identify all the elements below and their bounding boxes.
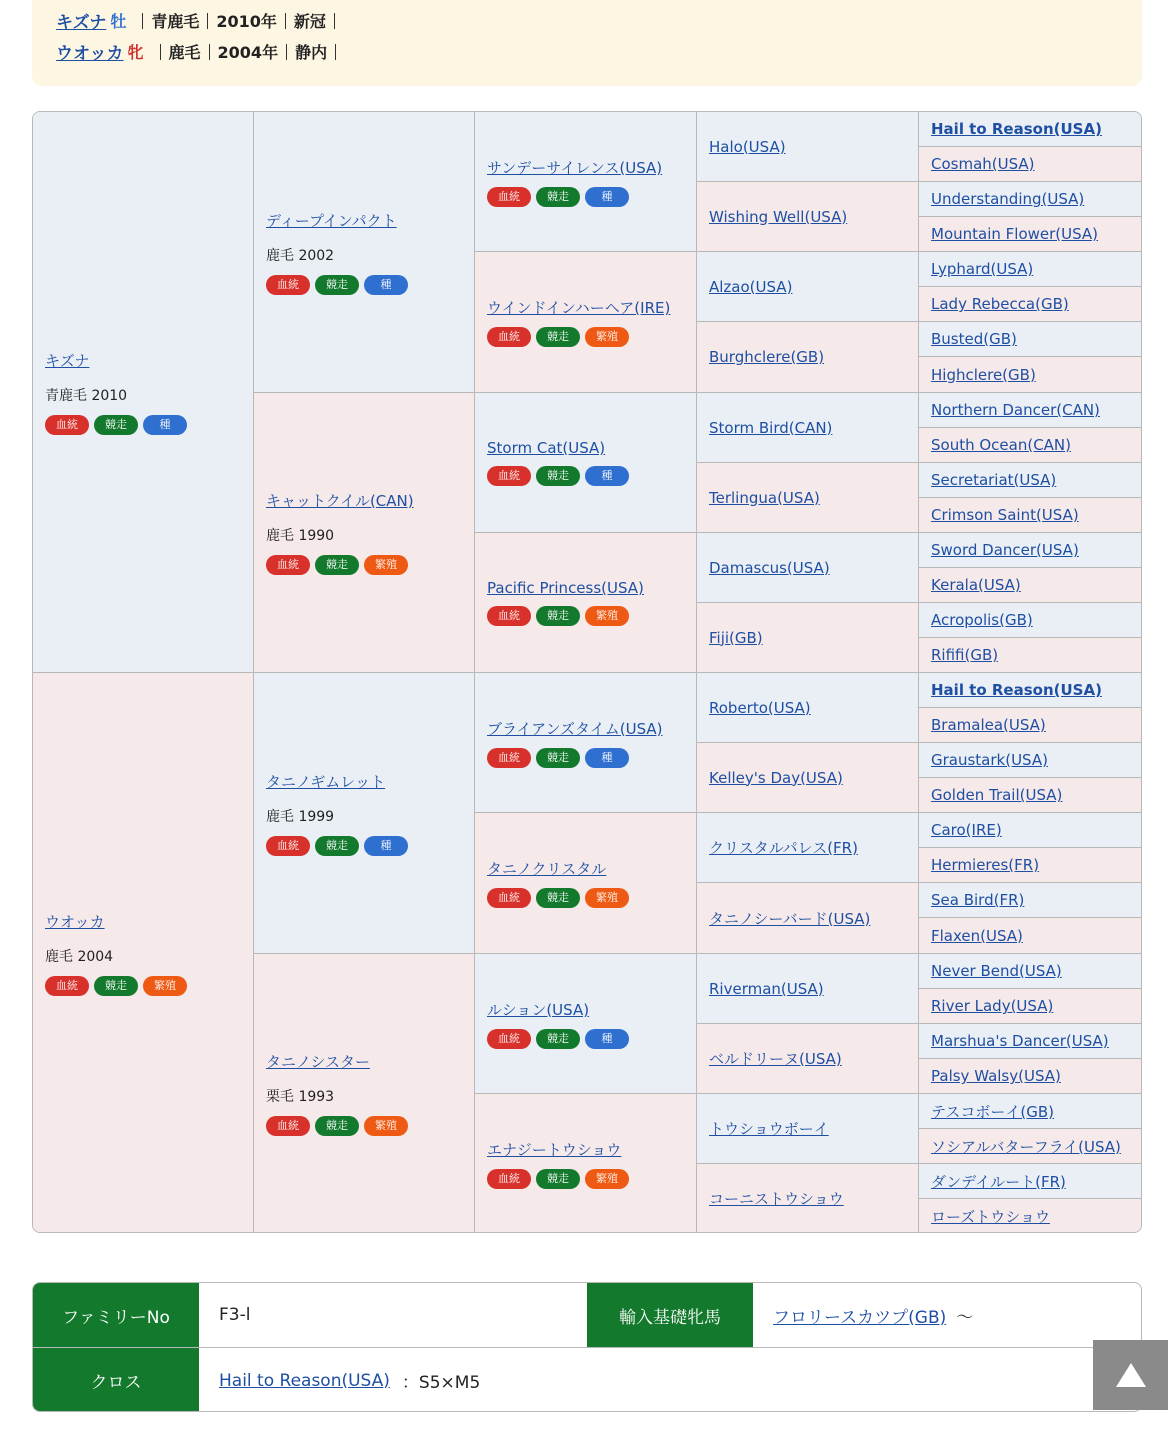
pedigree-cell-g5-19 bbox=[919, 743, 1142, 778]
horse-name-link[interactable]: タニノシーバード(USA) bbox=[709, 909, 871, 928]
horse-name-link[interactable]: Hail to Reason(USA) bbox=[931, 120, 1102, 138]
pedigree-cell-g5-14 bbox=[919, 568, 1142, 603]
pedigree-cell-g4-14 bbox=[697, 1024, 919, 1094]
blood-badge[interactable]: 血統 bbox=[487, 1029, 531, 1049]
breed-badge[interactable]: 繁殖 bbox=[143, 976, 187, 996]
badge-group bbox=[45, 976, 253, 996]
horse-color-year: 鹿毛 2004 bbox=[45, 948, 114, 965]
pedigree-cell-g5-5 bbox=[919, 252, 1142, 287]
pedigree-cell-g4-15 bbox=[697, 1094, 919, 1164]
horse-name-link[interactable]: Marshua's Dancer(USA) bbox=[931, 1032, 1109, 1050]
horse-name-link[interactable]: エナジートウショウ bbox=[487, 1140, 622, 1159]
divider bbox=[285, 13, 286, 29]
blood-badge[interactable]: 血統 bbox=[266, 555, 310, 575]
sire-year: 2010年 bbox=[216, 12, 277, 31]
horse-color-year: 鹿毛 2002 bbox=[266, 247, 335, 264]
pedigree-cell-g3-3 bbox=[475, 393, 697, 533]
horse-name-link[interactable]: ウオッカ bbox=[45, 912, 105, 931]
horse-name-link[interactable]: Bramalea(USA) bbox=[931, 716, 1046, 734]
breed-badge[interactable]: 繁殖 bbox=[364, 1116, 408, 1136]
horse-name-link[interactable]: Graustark(USA) bbox=[931, 751, 1048, 769]
race-badge[interactable]: 競走 bbox=[315, 1116, 359, 1136]
pedigree-cell-g1-1 bbox=[33, 112, 254, 673]
horse-name-link[interactable]: Fiji(GB) bbox=[709, 628, 763, 647]
cross-cell bbox=[199, 1348, 1142, 1412]
family-info-table bbox=[32, 1282, 1142, 1412]
stud-badge[interactable]: 種 bbox=[585, 748, 629, 768]
race-badge[interactable]: 競走 bbox=[536, 327, 580, 347]
scroll-to-top-button[interactable] bbox=[1093, 1340, 1168, 1410]
blood-badge[interactable]: 血統 bbox=[487, 748, 531, 768]
horse-name-link[interactable]: ローズトウショウ bbox=[931, 1207, 1050, 1226]
horse-name-link[interactable]: キャットクイル(CAN) bbox=[266, 492, 414, 510]
badge-group bbox=[487, 187, 696, 207]
horse-name-link[interactable]: タニノシスター bbox=[266, 1053, 370, 1071]
divider bbox=[334, 13, 335, 29]
pedigree-cell-g4-2 bbox=[697, 182, 919, 252]
badge-group bbox=[487, 466, 696, 486]
blood-badge[interactable]: 血統 bbox=[487, 1169, 531, 1189]
blood-badge[interactable]: 血統 bbox=[487, 466, 531, 486]
horse-name-link[interactable]: South Ocean(CAN) bbox=[931, 436, 1072, 454]
horse-name-link[interactable]: Burghclere(GB) bbox=[709, 348, 825, 366]
dam-sex: 牝 bbox=[127, 43, 144, 62]
pedigree-cell-g5-8 bbox=[919, 357, 1142, 393]
badge-group bbox=[266, 555, 474, 575]
race-badge[interactable]: 競走 bbox=[315, 836, 359, 856]
sire-info-row bbox=[56, 8, 343, 33]
pedigree-cell-g5-1 bbox=[919, 112, 1142, 147]
blood-badge[interactable]: 血統 bbox=[487, 187, 531, 207]
horse-name-link[interactable]: ベルドリーヌ(USA) bbox=[709, 1050, 842, 1068]
blood-badge[interactable]: 血統 bbox=[266, 275, 310, 295]
horse-color-year: 栗毛 1993 bbox=[266, 1089, 335, 1105]
breed-badge[interactable]: 繁殖 bbox=[585, 1169, 629, 1189]
pedigree-cell-g5-2 bbox=[919, 147, 1142, 182]
dam-name-link[interactable]: ウオッカ bbox=[56, 44, 124, 64]
pedigree-cell-g5-13 bbox=[919, 533, 1142, 568]
blood-badge[interactable]: 血統 bbox=[487, 327, 531, 347]
horse-name-link[interactable]: タニノギムレット bbox=[266, 772, 386, 791]
horse-name-link[interactable]: Caro(IRE) bbox=[931, 821, 1002, 839]
imported-mare-label: 輸入基礎牝馬 bbox=[587, 1283, 753, 1347]
pedigree-cell-g5-9 bbox=[919, 393, 1142, 428]
blood-badge[interactable]: 血統 bbox=[266, 1116, 310, 1136]
stud-badge[interactable]: 種 bbox=[143, 415, 187, 435]
pedigree-cell-g5-27 bbox=[919, 1024, 1142, 1059]
race-badge[interactable]: 競走 bbox=[536, 1029, 580, 1049]
horse-color-year: 鹿毛 1990 bbox=[266, 528, 335, 544]
pedigree-cell-g5-31 bbox=[919, 1164, 1142, 1199]
blood-badge[interactable]: 血統 bbox=[487, 606, 531, 626]
stud-badge[interactable]: 種 bbox=[585, 466, 629, 486]
pedigree-cell-g4-7 bbox=[697, 533, 919, 603]
divider bbox=[142, 13, 143, 29]
horse-name-link[interactable]: ディープインパクト bbox=[266, 211, 397, 230]
horse-name-link[interactable]: Lady Rebecca(GB) bbox=[931, 295, 1069, 313]
imported-mare-link[interactable]: フロリースカツプ(GB) bbox=[773, 1307, 947, 1328]
race-badge[interactable]: 競走 bbox=[536, 748, 580, 768]
pedigree-cell-g5-23 bbox=[919, 883, 1142, 918]
breed-badge[interactable]: 繁殖 bbox=[585, 327, 629, 347]
pedigree-cell-g5-20 bbox=[919, 778, 1142, 813]
horse-name-link[interactable]: Alzao(USA) bbox=[709, 277, 793, 296]
pedigree-cell-g4-16 bbox=[697, 1164, 919, 1233]
cross-label: クロス bbox=[33, 1348, 199, 1412]
pedigree-cell-g5-11 bbox=[919, 463, 1142, 498]
race-badge[interactable]: 競走 bbox=[536, 888, 580, 908]
horse-name-link[interactable]: サンデーサイレンス(USA) bbox=[487, 158, 663, 177]
horse-info-box bbox=[32, 0, 1142, 86]
pedigree-cell-g4-6 bbox=[697, 463, 919, 533]
pedigree-cell-g4-4 bbox=[697, 322, 919, 393]
pedigree-cell-g5-15 bbox=[919, 603, 1142, 638]
pedigree-cell-g5-12 bbox=[919, 498, 1142, 533]
pedigree-cell-g3-6 bbox=[475, 813, 697, 954]
pedigree-cell-g5-29 bbox=[919, 1094, 1142, 1129]
horse-name-link[interactable]: テスコボーイ(GB) bbox=[931, 1102, 1055, 1121]
badge-group bbox=[487, 888, 696, 908]
horse-name-link[interactable]: キズナ bbox=[45, 351, 90, 370]
divider bbox=[160, 44, 161, 60]
sire-sex: 牡 bbox=[110, 12, 127, 31]
divider bbox=[335, 44, 336, 60]
dam-year: 2004年 bbox=[217, 43, 279, 62]
pedigree-cell-g3-1 bbox=[475, 112, 697, 252]
horse-name-link[interactable]: Secretariat(USA) bbox=[931, 471, 1057, 489]
stud-badge[interactable]: 種 bbox=[585, 1029, 629, 1049]
horse-name-link[interactable]: Damascus(USA) bbox=[709, 558, 830, 577]
horse-name-link[interactable]: Flaxen(USA) bbox=[931, 926, 1023, 945]
horse-name-link[interactable]: Hail to Reason(USA) bbox=[931, 681, 1102, 699]
horse-name-link[interactable]: Understanding(USA) bbox=[931, 190, 1085, 208]
horse-color-year: 青鹿毛 2010 bbox=[45, 387, 128, 404]
pedigree-cell-g3-5 bbox=[475, 673, 697, 813]
race-badge[interactable]: 競走 bbox=[315, 275, 359, 295]
blood-badge[interactable]: 血統 bbox=[266, 836, 310, 856]
pedigree-cell-g5-25 bbox=[919, 954, 1142, 989]
horse-name-link[interactable]: タニノクリスタル bbox=[487, 860, 607, 878]
pedigree-cell-g5-6 bbox=[919, 287, 1142, 322]
horse-name-link[interactable]: ウインドインハーヘア(IRE) bbox=[487, 299, 671, 317]
horse-name-link[interactable]: Storm Bird(CAN) bbox=[709, 418, 833, 437]
badge-group bbox=[487, 327, 696, 347]
horse-name-link[interactable]: Acropolis(GB) bbox=[931, 611, 1033, 629]
sire-color: 青鹿毛 bbox=[151, 12, 200, 31]
pedigree-cell-g3-4 bbox=[475, 533, 697, 673]
horse-name-link[interactable]: ダンデイルート(FR) bbox=[931, 1172, 1066, 1191]
imported-mare-cell bbox=[753, 1283, 1142, 1347]
pedigree-cell-g4-13 bbox=[697, 954, 919, 1024]
horse-name-link[interactable]: Rififi(GB) bbox=[931, 646, 999, 664]
pedigree-cell-g2-3 bbox=[254, 673, 475, 954]
pedigree-cell-g5-22 bbox=[919, 848, 1142, 883]
horse-name-link[interactable]: コーニストウショウ bbox=[709, 1190, 844, 1208]
horse-name-link[interactable]: Riverman(USA) bbox=[709, 979, 824, 998]
horse-name-link[interactable]: ルション(USA) bbox=[487, 1000, 590, 1019]
blood-badge[interactable]: 血統 bbox=[487, 888, 531, 908]
horse-name-link[interactable]: Golden Trail(USA) bbox=[931, 786, 1063, 804]
pedigree-cell-g2-4 bbox=[254, 954, 475, 1233]
divider bbox=[207, 13, 208, 29]
pedigree-cell-g2-2 bbox=[254, 393, 475, 673]
horse-name-link[interactable]: Palsy Walsy(USA) bbox=[931, 1067, 1061, 1085]
pedigree-cell-g4-5 bbox=[697, 393, 919, 463]
badge-group bbox=[487, 748, 696, 768]
breed-badge[interactable]: 繁殖 bbox=[585, 606, 629, 626]
horse-name-link[interactable]: Pacific Princess(USA) bbox=[487, 579, 644, 597]
stud-badge[interactable]: 種 bbox=[364, 275, 408, 295]
horse-name-link[interactable]: ソシアルバターフライ(USA) bbox=[931, 1137, 1121, 1156]
family-no-value: F3-l bbox=[219, 1305, 251, 1325]
imported-mare-suffix: 〜 bbox=[956, 1307, 974, 1328]
pedigree-cell-g5-10 bbox=[919, 428, 1142, 463]
breed-badge[interactable]: 繁殖 bbox=[364, 555, 408, 575]
race-badge[interactable]: 競走 bbox=[536, 606, 580, 626]
pedigree-cell-g5-3 bbox=[919, 182, 1142, 217]
horse-color-year: 鹿毛 1999 bbox=[266, 808, 335, 825]
dam-info-row bbox=[56, 39, 344, 64]
pedigree-cell-g4-10 bbox=[697, 743, 919, 813]
pedigree-cell-g4-12 bbox=[697, 883, 919, 954]
race-badge[interactable]: 競走 bbox=[536, 187, 580, 207]
pedigree-cell-g5-17 bbox=[919, 673, 1142, 708]
horse-name-link[interactable]: Sword Dancer(USA) bbox=[931, 541, 1079, 559]
pedigree-cell-g2-1 bbox=[254, 112, 475, 393]
sire-name-link[interactable]: キズナ bbox=[56, 13, 107, 33]
pedigree-cell-g5-24 bbox=[919, 918, 1142, 954]
pedigree-cell-g4-11 bbox=[697, 813, 919, 883]
blood-badge[interactable]: 血統 bbox=[45, 415, 89, 435]
race-badge[interactable]: 競走 bbox=[94, 976, 138, 996]
race-badge[interactable]: 競走 bbox=[536, 466, 580, 486]
breed-badge[interactable]: 繁殖 bbox=[585, 888, 629, 908]
horse-name-link[interactable]: クリスタルパレス(FR) bbox=[709, 839, 858, 857]
sire-region: 新冠 bbox=[293, 12, 326, 31]
pedigree-cell-g5-28 bbox=[919, 1059, 1142, 1094]
divider bbox=[286, 44, 287, 60]
pedigree-cell-g3-7 bbox=[475, 954, 697, 1094]
horse-name-link[interactable]: Sea Bird(FR) bbox=[931, 891, 1025, 909]
pedigree-cell-g5-30 bbox=[919, 1129, 1142, 1164]
badge-group bbox=[487, 1169, 696, 1189]
pedigree-cell-g4-1 bbox=[697, 112, 919, 182]
horse-name-link[interactable]: Crimson Saint(USA) bbox=[931, 506, 1079, 524]
pedigree-cell-g5-18 bbox=[919, 708, 1142, 743]
badge-group bbox=[266, 1116, 474, 1136]
up-arrow-icon bbox=[1116, 1363, 1146, 1387]
pedigree-cell-g4-9 bbox=[697, 673, 919, 743]
pedigree-cell-g5-26 bbox=[919, 989, 1142, 1024]
horse-name-link[interactable]: Cosmah(USA) bbox=[931, 155, 1035, 173]
horse-name-link[interactable]: Kelley's Day(USA) bbox=[709, 768, 843, 787]
horse-name-link[interactable]: Hermieres(FR) bbox=[931, 856, 1040, 874]
badge-group bbox=[266, 836, 474, 856]
blood-badge[interactable]: 血統 bbox=[45, 976, 89, 996]
race-badge[interactable]: 競走 bbox=[94, 415, 138, 435]
horse-name-link[interactable]: Halo(USA) bbox=[709, 137, 786, 156]
pedigree-cell-g3-8 bbox=[475, 1094, 697, 1233]
cross-value: ：S5×M5 bbox=[401, 1373, 481, 1393]
pedigree-cell-g3-2 bbox=[475, 252, 697, 393]
dam-color: 鹿毛 bbox=[168, 43, 201, 62]
badge-group bbox=[45, 415, 253, 435]
race-badge[interactable]: 競走 bbox=[536, 1169, 580, 1189]
pedigree-table bbox=[32, 111, 1142, 1233]
pedigree-cell-g4-3 bbox=[697, 252, 919, 322]
horse-name-link[interactable]: Wishing Well(USA) bbox=[709, 207, 848, 226]
pedigree-cell-g1-2 bbox=[33, 673, 254, 1233]
cross-horse-link[interactable]: Hail to Reason(USA) bbox=[219, 1370, 390, 1391]
horse-name-link[interactable]: Highclere(GB) bbox=[931, 365, 1036, 384]
pedigree-cell-g5-32 bbox=[919, 1199, 1142, 1233]
pedigree-cell-g4-8 bbox=[697, 603, 919, 673]
badge-group bbox=[487, 606, 696, 626]
horse-name-link[interactable]: ブライアンズタイム(USA) bbox=[487, 719, 663, 738]
horse-name-link[interactable]: Lyphard(USA) bbox=[931, 260, 1034, 278]
horse-name-link[interactable]: Kerala(USA) bbox=[931, 576, 1021, 594]
horse-name-link[interactable]: Mountain Flower(USA) bbox=[931, 225, 1099, 243]
pedigree-cell-g5-16 bbox=[919, 638, 1142, 673]
pedigree-cell-g5-7 bbox=[919, 322, 1142, 357]
stud-badge[interactable]: 種 bbox=[585, 187, 629, 207]
horse-name-link[interactable]: Busted(GB) bbox=[931, 330, 1017, 348]
horse-name-link[interactable]: Northern Dancer(CAN) bbox=[931, 401, 1100, 419]
dam-region: 静内 bbox=[295, 43, 328, 62]
pedigree-cell-g5-4 bbox=[919, 217, 1142, 252]
stud-badge[interactable]: 種 bbox=[364, 836, 408, 856]
divider bbox=[209, 44, 210, 60]
family-no-label: ファミリーNo bbox=[33, 1283, 199, 1347]
horse-name-link[interactable]: Never Bend(USA) bbox=[931, 962, 1062, 980]
pedigree-cell-g5-21 bbox=[919, 813, 1142, 848]
race-badge[interactable]: 競走 bbox=[315, 555, 359, 575]
badge-group bbox=[266, 275, 474, 295]
horse-name-link[interactable]: Roberto(USA) bbox=[709, 698, 811, 717]
badge-group bbox=[487, 1029, 696, 1049]
horse-name-link[interactable]: Terlingua(USA) bbox=[709, 488, 820, 507]
horse-name-link[interactable]: River Lady(USA) bbox=[931, 997, 1054, 1015]
horse-name-link[interactable]: トウショウボーイ bbox=[709, 1120, 829, 1138]
horse-name-link[interactable]: Storm Cat(USA) bbox=[487, 439, 606, 457]
